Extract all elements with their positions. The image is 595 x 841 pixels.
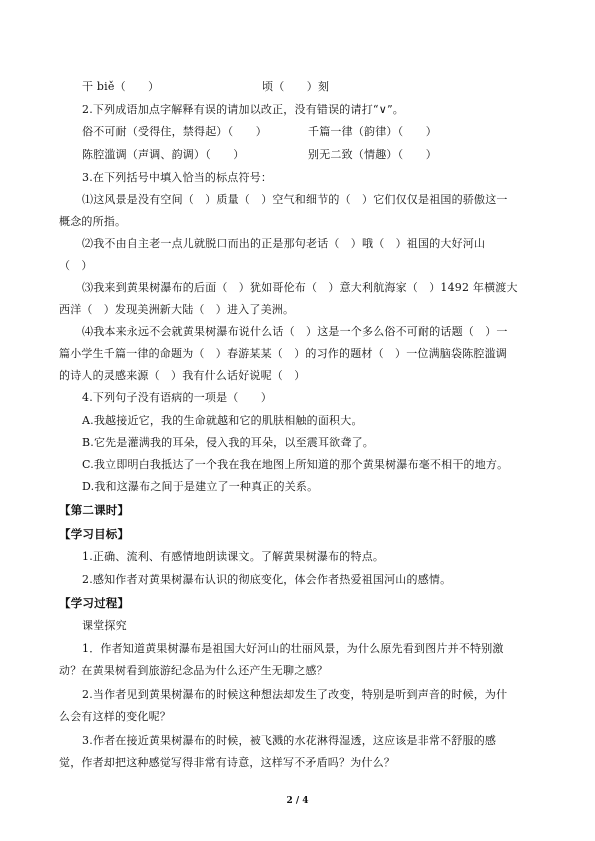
inquiry-2-cont: 么会有这样的变化呢？	[59, 710, 171, 723]
goal-2: 2.感知作者对黄果树瀑布认识的彻底变化，体会作者热爱祖国河山的感情。	[82, 573, 452, 586]
inquiry-2: 2.当作者见到黄果树瀑布的时候这种想法却发生了改变，特别是听到声音的时候，为什	[82, 688, 508, 701]
section-heading-process: 【学习过程】	[59, 596, 130, 610]
subheading-inquiry: 课堂探究	[82, 619, 127, 632]
question-3: 3.在下列括号中填入恰当的标点符号：	[82, 171, 273, 184]
q3-item-1: ⑴这风景是没有空间（ ）质量（ ）空气和细节的（ ）它们仅仅是祖国的骄傲这一	[82, 193, 508, 206]
page-number: 2 / 4	[286, 796, 309, 806]
option-a: A.我越接近它，我的生命就越和它的肌肤相触的面积大。	[82, 414, 363, 427]
idiom-2: 千篇一律（韵律）（ ）	[308, 125, 437, 138]
section-heading-lesson2: 【第二课时】	[59, 503, 130, 517]
option-c: C.我立即明白我抵达了一个我在我在地图上所知道的那个黄果树瀑布毫不相干的地方。	[82, 458, 509, 471]
q3-item-4-cont: 篇小学生千篇一律的命题为（ ）春游某某（ ）的习作的题材（ ）一位满脑袋陈腔滥调	[59, 347, 507, 360]
q3-item-1-cont: 概念的所指。	[59, 215, 127, 228]
inquiry-3-cont: 觉，作者却把这种感觉写得非常有诗意，这样写不矛盾吗？为什么？	[59, 756, 395, 769]
q3-item-3-cont: 西洋（ ）发现美洲新大陆（ ）进入了美洲。	[59, 303, 295, 316]
option-b: B.它先是灌满我的耳朵，侵入我的耳朵，以至震耳欲聋了。	[82, 436, 374, 449]
q3-item-3: ⑶我来到黄果树瀑布的后面（ ）犹如哥伦布（ ）意大利航海家（ ）1492 年横渡大	[82, 281, 518, 294]
q3-item-2-cont: （ ）	[59, 259, 93, 272]
idiom-1: 俗不可耐（受得住，禁得起）（ ）	[82, 125, 267, 138]
q3-item-4: ⑷我本来永远不会就黄果树瀑布说什么话（ ）这是一个多么俗不可耐的话题（ ）一	[82, 325, 508, 338]
goal-1: 1.正确、流利、有感情地朗读课文。了解黄果树瀑布的特点。	[82, 550, 385, 563]
question-2: 2.下列成语加点字解释有误的请加以改正，没有错误的请打“∨”。	[82, 103, 404, 116]
pinyin-item-1: 干 biě（ ）	[82, 80, 160, 93]
q3-item-4-cont2: 的诗人的灵感来源（ ）我有什么话好说呢（ ）	[59, 369, 306, 382]
q3-item-2: ⑵我不由自主老一点儿就脱口而出的正是那句老话（ ）哦（ ）祖国的大好河山	[82, 237, 486, 250]
inquiry-1: 1．作者知道黄果树瀑布是祖国大好河山的壮丽风景，为什么原先看到图片并不特别激	[82, 642, 504, 655]
inquiry-1-cont: 动？在黄果树看到旅游纪念品为什么还产生无聊之感？	[59, 664, 328, 677]
question-4: 4.下列句子没有语病的一项是（ ）	[82, 391, 273, 404]
inquiry-3: 3.作者在接近黄果树瀑布的时候，被飞溅的水花淋得湿透，这应该是非常不舒服的感	[82, 734, 497, 747]
pinyin-item-2: 顷（ ）刻	[262, 80, 330, 93]
option-d: D.我和这瀑布之间于是建立了一种真正的关系。	[82, 480, 319, 493]
idiom-3: 陈腔滥调（声调、韵调）（ ）	[82, 148, 245, 161]
idiom-4: 别无二致（情趣）（ ）	[308, 148, 437, 161]
section-heading-goals: 【学习目标】	[59, 527, 130, 541]
